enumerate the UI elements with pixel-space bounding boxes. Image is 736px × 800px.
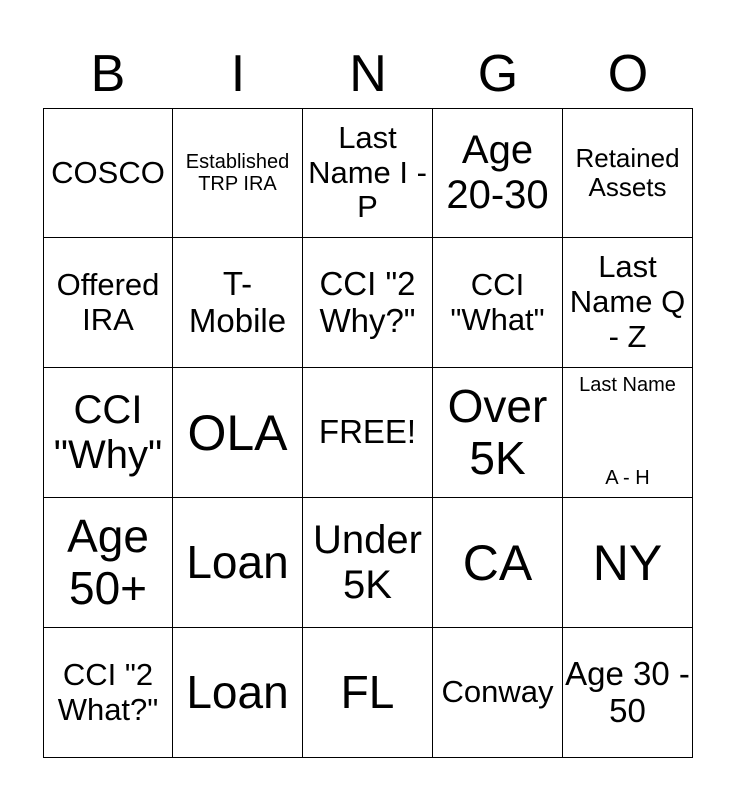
bingo-cell[interactable] xyxy=(303,238,433,368)
cell-text: Established TRP IRA xyxy=(185,150,290,195)
bingo-cell[interactable] xyxy=(563,108,693,238)
cell-text: Conway xyxy=(441,674,554,710)
cell-text: CCI "Why" xyxy=(53,387,163,477)
bingo-header xyxy=(43,40,693,108)
cell-text-top: Last Name xyxy=(579,374,676,396)
bingo-cell[interactable] xyxy=(43,628,173,758)
cell-text: T-Mobile xyxy=(188,264,287,339)
bingo-cell[interactable] xyxy=(43,108,173,238)
bingo-cell[interactable] xyxy=(433,628,563,758)
header-letter-o: O xyxy=(607,45,649,103)
cell-text: Age 50+ xyxy=(67,509,149,614)
cell-text: Age 20-30 xyxy=(446,128,549,217)
bingo-cell[interactable] xyxy=(433,108,563,238)
bingo-cell[interactable] xyxy=(303,498,433,628)
cell-text: FL xyxy=(340,665,395,718)
bingo-cell[interactable] xyxy=(563,368,693,498)
bingo-cell[interactable] xyxy=(433,368,563,498)
cell-text: CCI "2 What?" xyxy=(57,656,159,727)
bingo-cell[interactable] xyxy=(303,108,433,238)
bingo-cell[interactable] xyxy=(173,108,303,238)
cell-text: OLA xyxy=(187,404,288,461)
cell-text: Offered IRA xyxy=(56,266,160,337)
bingo-cell[interactable] xyxy=(563,628,693,758)
cell-text: Loan xyxy=(186,535,289,588)
bingo-card xyxy=(43,108,693,756)
header-letter-g: G xyxy=(477,45,519,103)
cell-text-bottom: A - H xyxy=(605,466,650,489)
cell-text: CCI "2 Why?" xyxy=(319,264,416,339)
cell-text: CA xyxy=(462,534,533,591)
cell-text: Loan xyxy=(186,665,289,718)
cell-text: Last Name I - P xyxy=(308,119,427,225)
header-letter-n: N xyxy=(349,45,387,103)
header-letter-b: B xyxy=(90,45,126,103)
header-letter-i: I xyxy=(230,45,246,103)
bingo-cell[interactable] xyxy=(173,628,303,758)
bingo-cell[interactable] xyxy=(173,238,303,368)
bingo-cell[interactable] xyxy=(173,498,303,628)
cell-text: CCI "What" xyxy=(450,266,545,337)
cell-text: COSCO xyxy=(51,154,165,190)
bingo-cell[interactable] xyxy=(433,498,563,628)
bingo-cell[interactable] xyxy=(433,238,563,368)
cell-text: Age 30 - 50 xyxy=(565,654,690,729)
bingo-cell[interactable] xyxy=(563,238,693,368)
bingo-cell[interactable] xyxy=(563,498,693,628)
bingo-cell[interactable] xyxy=(173,368,303,498)
bingo-cell[interactable] xyxy=(43,498,173,628)
free-space-cell[interactable] xyxy=(303,368,433,498)
bingo-cell[interactable] xyxy=(43,368,173,498)
cell-text: FREE! xyxy=(318,413,417,451)
cell-text: Retained Assets xyxy=(575,142,680,202)
cell-text: Under 5K xyxy=(313,517,422,607)
bingo-cell[interactable] xyxy=(43,238,173,368)
cell-text: Over 5K xyxy=(447,379,548,484)
cell-text: Last Name Q - Z xyxy=(569,249,686,354)
cell-text: NY xyxy=(592,534,663,591)
bingo-cell[interactable] xyxy=(303,628,433,758)
